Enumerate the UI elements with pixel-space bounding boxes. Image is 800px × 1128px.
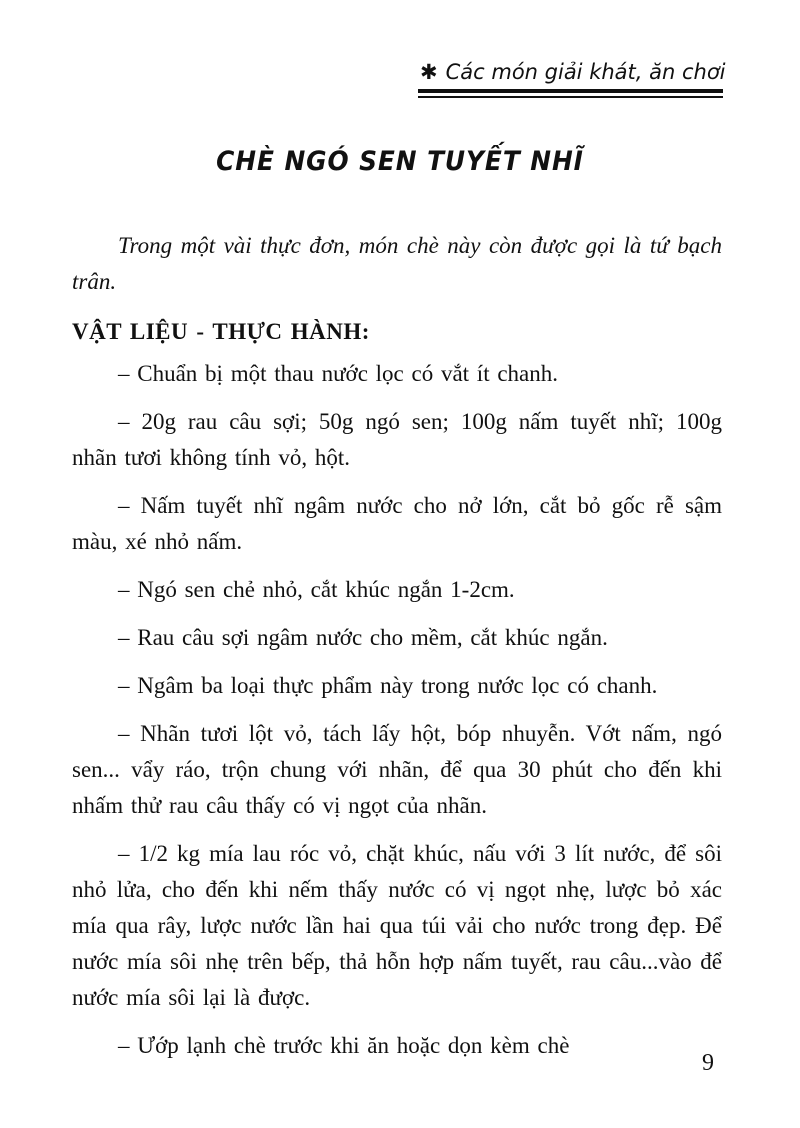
running-header (420, 60, 725, 84)
section-heading: VẬT LIỆU - THỰC HÀNH: (72, 319, 370, 344)
step-paragraph: – Chuẩn bị một thau nước lọc có vắt ít chanh. (118, 361, 559, 386)
step-paragraph: – Rau câu sợi ngâm nước cho mềm, cắt khúc ngắn. (118, 625, 608, 650)
step-paragraph: – Ngâm ba loại thực phẩm này trong nước lọc có chanh. (118, 673, 658, 698)
header-rule-thin (418, 96, 723, 98)
recipe-title: CHÈ NGÓ SEN TUYẾT NHĨ (216, 146, 584, 177)
step-paragraph: – Ướp lạnh chè trước khi ăn hoặc dọn kèm chè (118, 1033, 570, 1058)
recipe-body (72, 228, 722, 1076)
step-paragraph: – Nhãn tươi lột vỏ, tách lấy hột, bóp nhuyễn. Vớt nấm, ngó sen... vẩy ráo, trộn chung với nhãn, để qua 30 phút cho đến khi nhấm thử rau câu thấy có vị ngọt của nhãn. (72, 721, 722, 818)
step-paragraph: – Nấm tuyết nhĩ ngâm nước cho nở lớn, cắt bỏ gốc rễ sậm màu, xé nhỏ nấm. (72, 493, 722, 554)
header-rule-thick (418, 89, 723, 93)
step-paragraph: – 1/2 kg mía lau róc vỏ, chặt khúc, nấu với 3 lít nước, để sôi nhỏ lửa, cho đến khi nếm thấy nước có vị ngọt nhẹ, lược bỏ xác mía qua rây, lược nước lần hai qua túi vải cho nước trong đẹp. Để nước mía sôi nhẹ trên bếp, thả hỗn hợp nấm tuyết, rau câu...vào để nước mía sôi lại là được. (72, 841, 722, 1010)
intro-paragraph: Trong một vài thực đơn, món chè này còn được gọi là tứ bạch trân. (72, 233, 722, 294)
running-header-title: Các món giải khát, ăn chơi (445, 60, 726, 84)
page-number: 9 (702, 1050, 714, 1076)
asterisk-icon: ✱ (420, 60, 438, 84)
step-paragraph: – 20g rau câu sợi; 50g ngó sen; 100g nấm tuyết nhĩ; 100g nhãn tươi không tính vỏ, hột. (72, 409, 722, 470)
step-paragraph: – Ngó sen chẻ nhỏ, cắt khúc ngắn 1-2cm. (118, 577, 515, 602)
